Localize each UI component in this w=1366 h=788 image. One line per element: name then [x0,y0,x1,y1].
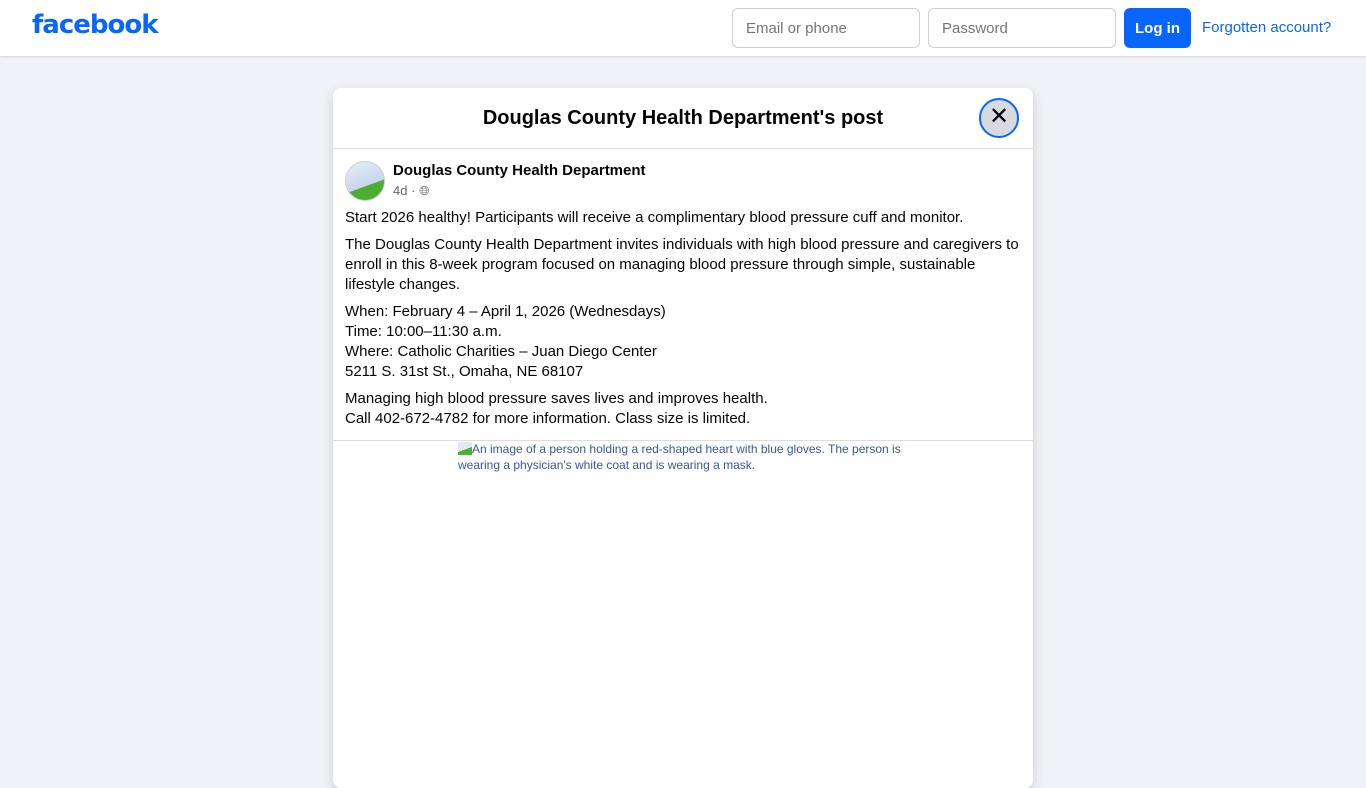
text-line: The Douglas County Health Department invites individuals with high blood pressure and caregivers to enroll in this 8-week program focused on managing blood pressure through simple, sustainable lifestyle changes. [345,236,1019,293]
text-line: When: February 4 – April 1, 2026 (Wednesdays) [345,303,666,320]
image-alt-text: An image of a person holding a red-shaped heart with blue gloves. The person is wearing a physician's white coat and is wearing a mask. [458,442,901,472]
post-time[interactable]: 4d [393,183,408,198]
email-input[interactable] [732,8,920,48]
facebook-logo[interactable]: facebook [32,10,158,40]
close-icon[interactable]: ✕ [979,98,1019,138]
password-input[interactable] [928,8,1116,48]
text-line: Start 2026 healthy! Participants will receive a complimentary blood pressure cuff and monitor. [345,209,964,226]
text-line: Call 402-672-4782 for more information. Class size is limited. [345,410,751,427]
author-name[interactable]: Douglas County Health Department [393,162,646,179]
paragraph [345,208,1025,228]
text-line: Time: 10:00–11:30 a.m. [345,323,502,340]
login-button[interactable]: Log in [1124,8,1191,48]
post-meta [393,183,429,199]
separator: · [411,183,416,198]
text-line: Managing high blood pressure saves lives and improves health. [345,390,768,407]
post-dialog [333,88,1033,788]
avatar[interactable] [345,161,385,201]
forgotten-account-link[interactable]: Forgotten account? [1202,19,1332,36]
post-image[interactable] [458,441,918,473]
text-line: Where: Catholic Charities – Juan Diego Center [345,343,657,360]
globe-icon: 🌐︎ [419,183,430,198]
paragraph [345,302,1025,382]
paragraph [345,389,1025,429]
post-text [345,208,1025,436]
top-bar [0,0,1366,56]
text-line: 5211 S. 31st St., Omaha, NE 68107 [345,363,584,380]
dialog-title: Douglas County Health Department's post [333,88,1033,149]
broken-image-icon [458,442,472,455]
paragraph [345,235,1025,295]
